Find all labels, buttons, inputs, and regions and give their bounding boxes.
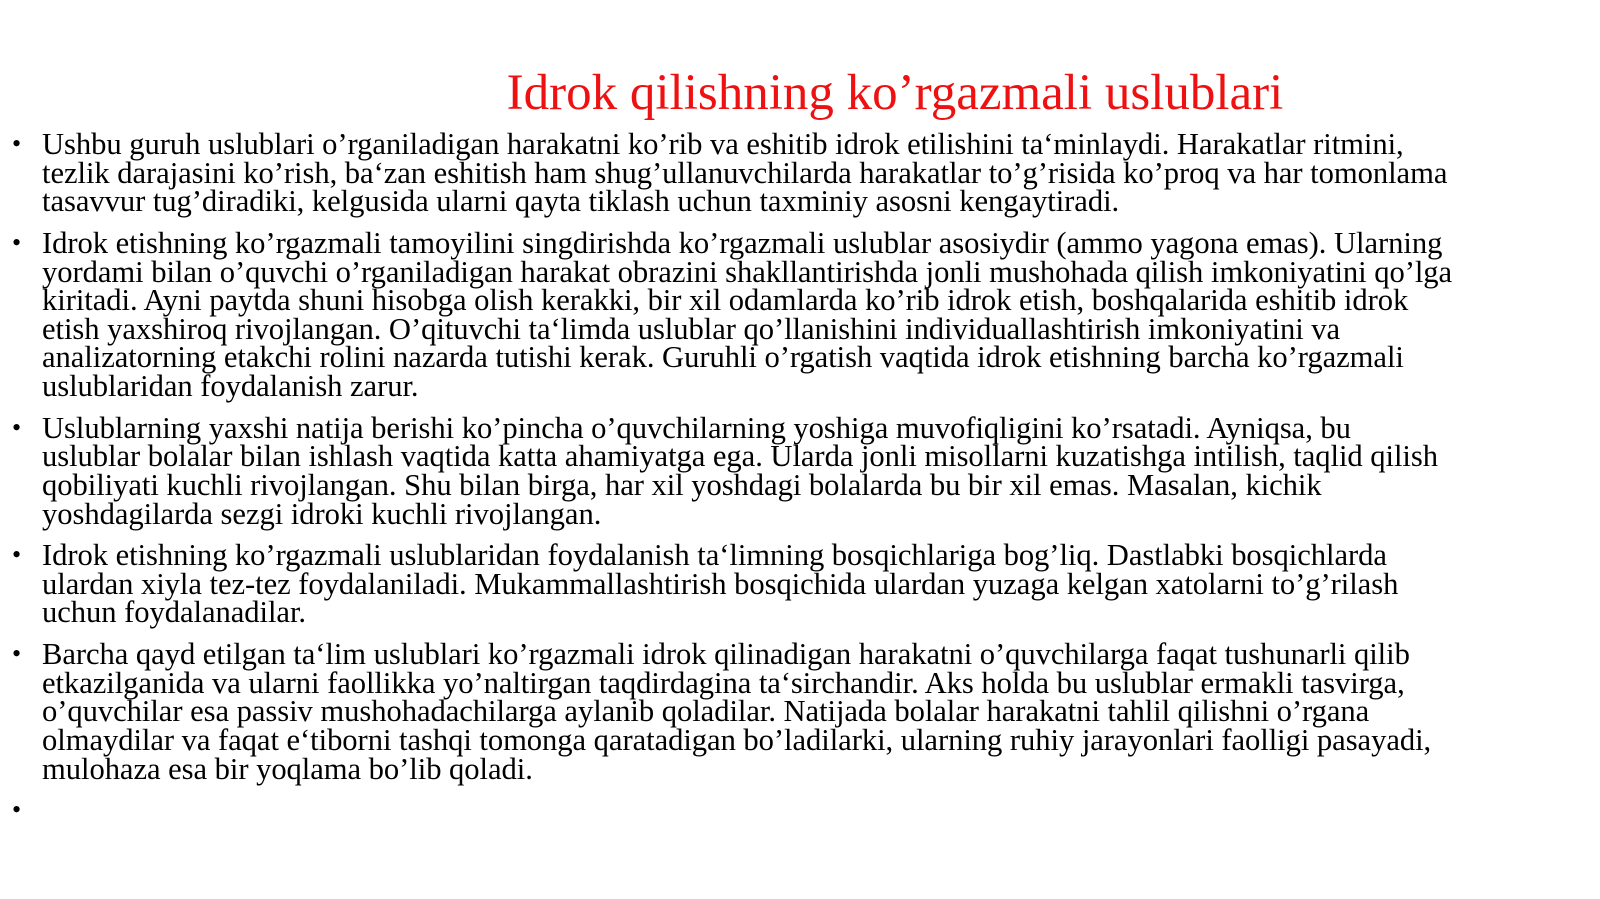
bullet-paragraph: [12, 538, 1588, 630]
paragraph-line: analizatorning etakchi rolini nazarda tutishi kerak. Guruhli o’rgatish vaqtida idrok etishning barcha ko’rgazmali: [42, 340, 1404, 375]
bullet-marker-icon: •: [12, 412, 22, 442]
bullet-marker-icon: •: [12, 639, 22, 669]
paragraph-line: ulardan xiyla tez-tez foydalaniladi. Mukammallashtirish bosqichida ulardan yuzaga kelgan xatolarni to’g’rilash: [42, 566, 1399, 601]
bullet-paragraph: [12, 127, 1588, 219]
paragraph-line: uslublar bolalar bilan ishlash vaqtida katta ahamiyatga ega. Ularda jonli misollarni kuzatishga intilish, taqlid qilish: [42, 439, 1438, 474]
slide-title: Idrok qilishning ko’rgazmali uslublari: [506, 65, 1284, 121]
paragraph-line: Ushbu guruh uslublari o’rganiladigan harakatni ko’rib va eshitib idrok etilishini ta‘minlaydi. Harakatlar ritmini,: [42, 127, 1404, 161]
paragraph-line: kiritadi. Ayni paytda shuni hisobga olish kerakki, bir xil odamlarda ko’rib idrok etish, boshqalarida eshitib idrok: [42, 283, 1409, 318]
bullet-marker-icon: •: [12, 227, 22, 257]
paragraph-line: etish yaxshiroq rivojlangan. O’qituvchi ta‘limda uslublar qo’llanishini individuallashtirish imkoniyatini va: [42, 311, 1341, 346]
paragraph-line: uslublaridan foydalanish zarur.: [42, 368, 419, 403]
paragraph-line: qobiliyati kuchli rivojlangan. Shu bilan birga, har xil yoshdagi bolalarda bu bir xil emas. Masalan, kichik: [42, 467, 1322, 502]
paragraph-line: [42, 796, 1588, 825]
bullet-list: [12, 127, 1588, 838]
bullet-paragraph: [12, 225, 1588, 403]
paragraph-line: tasavvur tug’diradiki, kelgusida ularni qayta tiklash uchun taxminiy asosni kengaytiradi.: [42, 184, 1120, 219]
bullet-paragraph: [12, 796, 1588, 825]
bullet-marker-icon: •: [12, 540, 22, 570]
paragraph-line: yoshdagilarda sezgi idroki kuchli rivojlangan.: [42, 496, 602, 531]
paragraph-line: Idrok etishning ko’rgazmali tamoyilini singdirishda ko’rgazmali uslublar asosiydir (ammo yagona emas). Ularning: [42, 225, 1443, 260]
bullet-paragraph: [12, 637, 1588, 786]
paragraph-line: tezlik darajasini ko’rish, ba‘zan eshitish ham shug’ullanuvchilarda harakatlar to’g’risida ko’proq va har tomonlama: [42, 155, 1448, 190]
paragraph-line: Uslublarning yaxshi natija berishi ko’pincha o’quvchilarning yoshiga muvofiqligini ko’rsatadi. Ayniqsa, bu: [42, 410, 1351, 445]
paragraph-line: Barcha qayd etilgan ta‘lim uslublari ko’rgazmali idrok qilinadigan harakatni o’quvchilarga faqat tushunarli qilib: [42, 637, 1410, 672]
paragraph-line: etkazilganida va ularni faollikka yo’naltirgan taqdirdagina ta‘sirchandir. Aks holda bu uslublar ermakli tasvirga,: [42, 665, 1405, 700]
paragraph-line: olmaydilar va faqat e‘tiborni tashqi tomonga qaratadigan bo’ladilarki, ularning ruhiy jarayonlari faolligi pasayadi,: [42, 723, 1432, 758]
paragraph-line: uchun foydalanadilar.: [42, 595, 307, 630]
paragraph-line: yordami bilan o’quvchi o’rganiladigan harakat obrazini shakllantirishda jonli mushohada qilish imkoniyatini qo’lga: [42, 254, 1453, 289]
bullet-marker-icon: •: [12, 795, 22, 825]
paragraph-line: mulohaza esa bir yoqlama bo’lib qoladi.: [42, 751, 533, 786]
paragraph-line: Idrok etishning ko’rgazmali uslublaridan foydalanish ta‘limning bosqichlariga bog’liq. Dastlabki bosqichlarda: [42, 538, 1387, 573]
paragraph-line: o’quvchilar esa passiv mushohadachilarga aylanib qoladilar. Natijada bolalar harakatni tahlil qilishni o’rgana: [42, 694, 1370, 729]
bullet-marker-icon: •: [12, 129, 22, 158]
bullet-paragraph: [12, 410, 1588, 531]
